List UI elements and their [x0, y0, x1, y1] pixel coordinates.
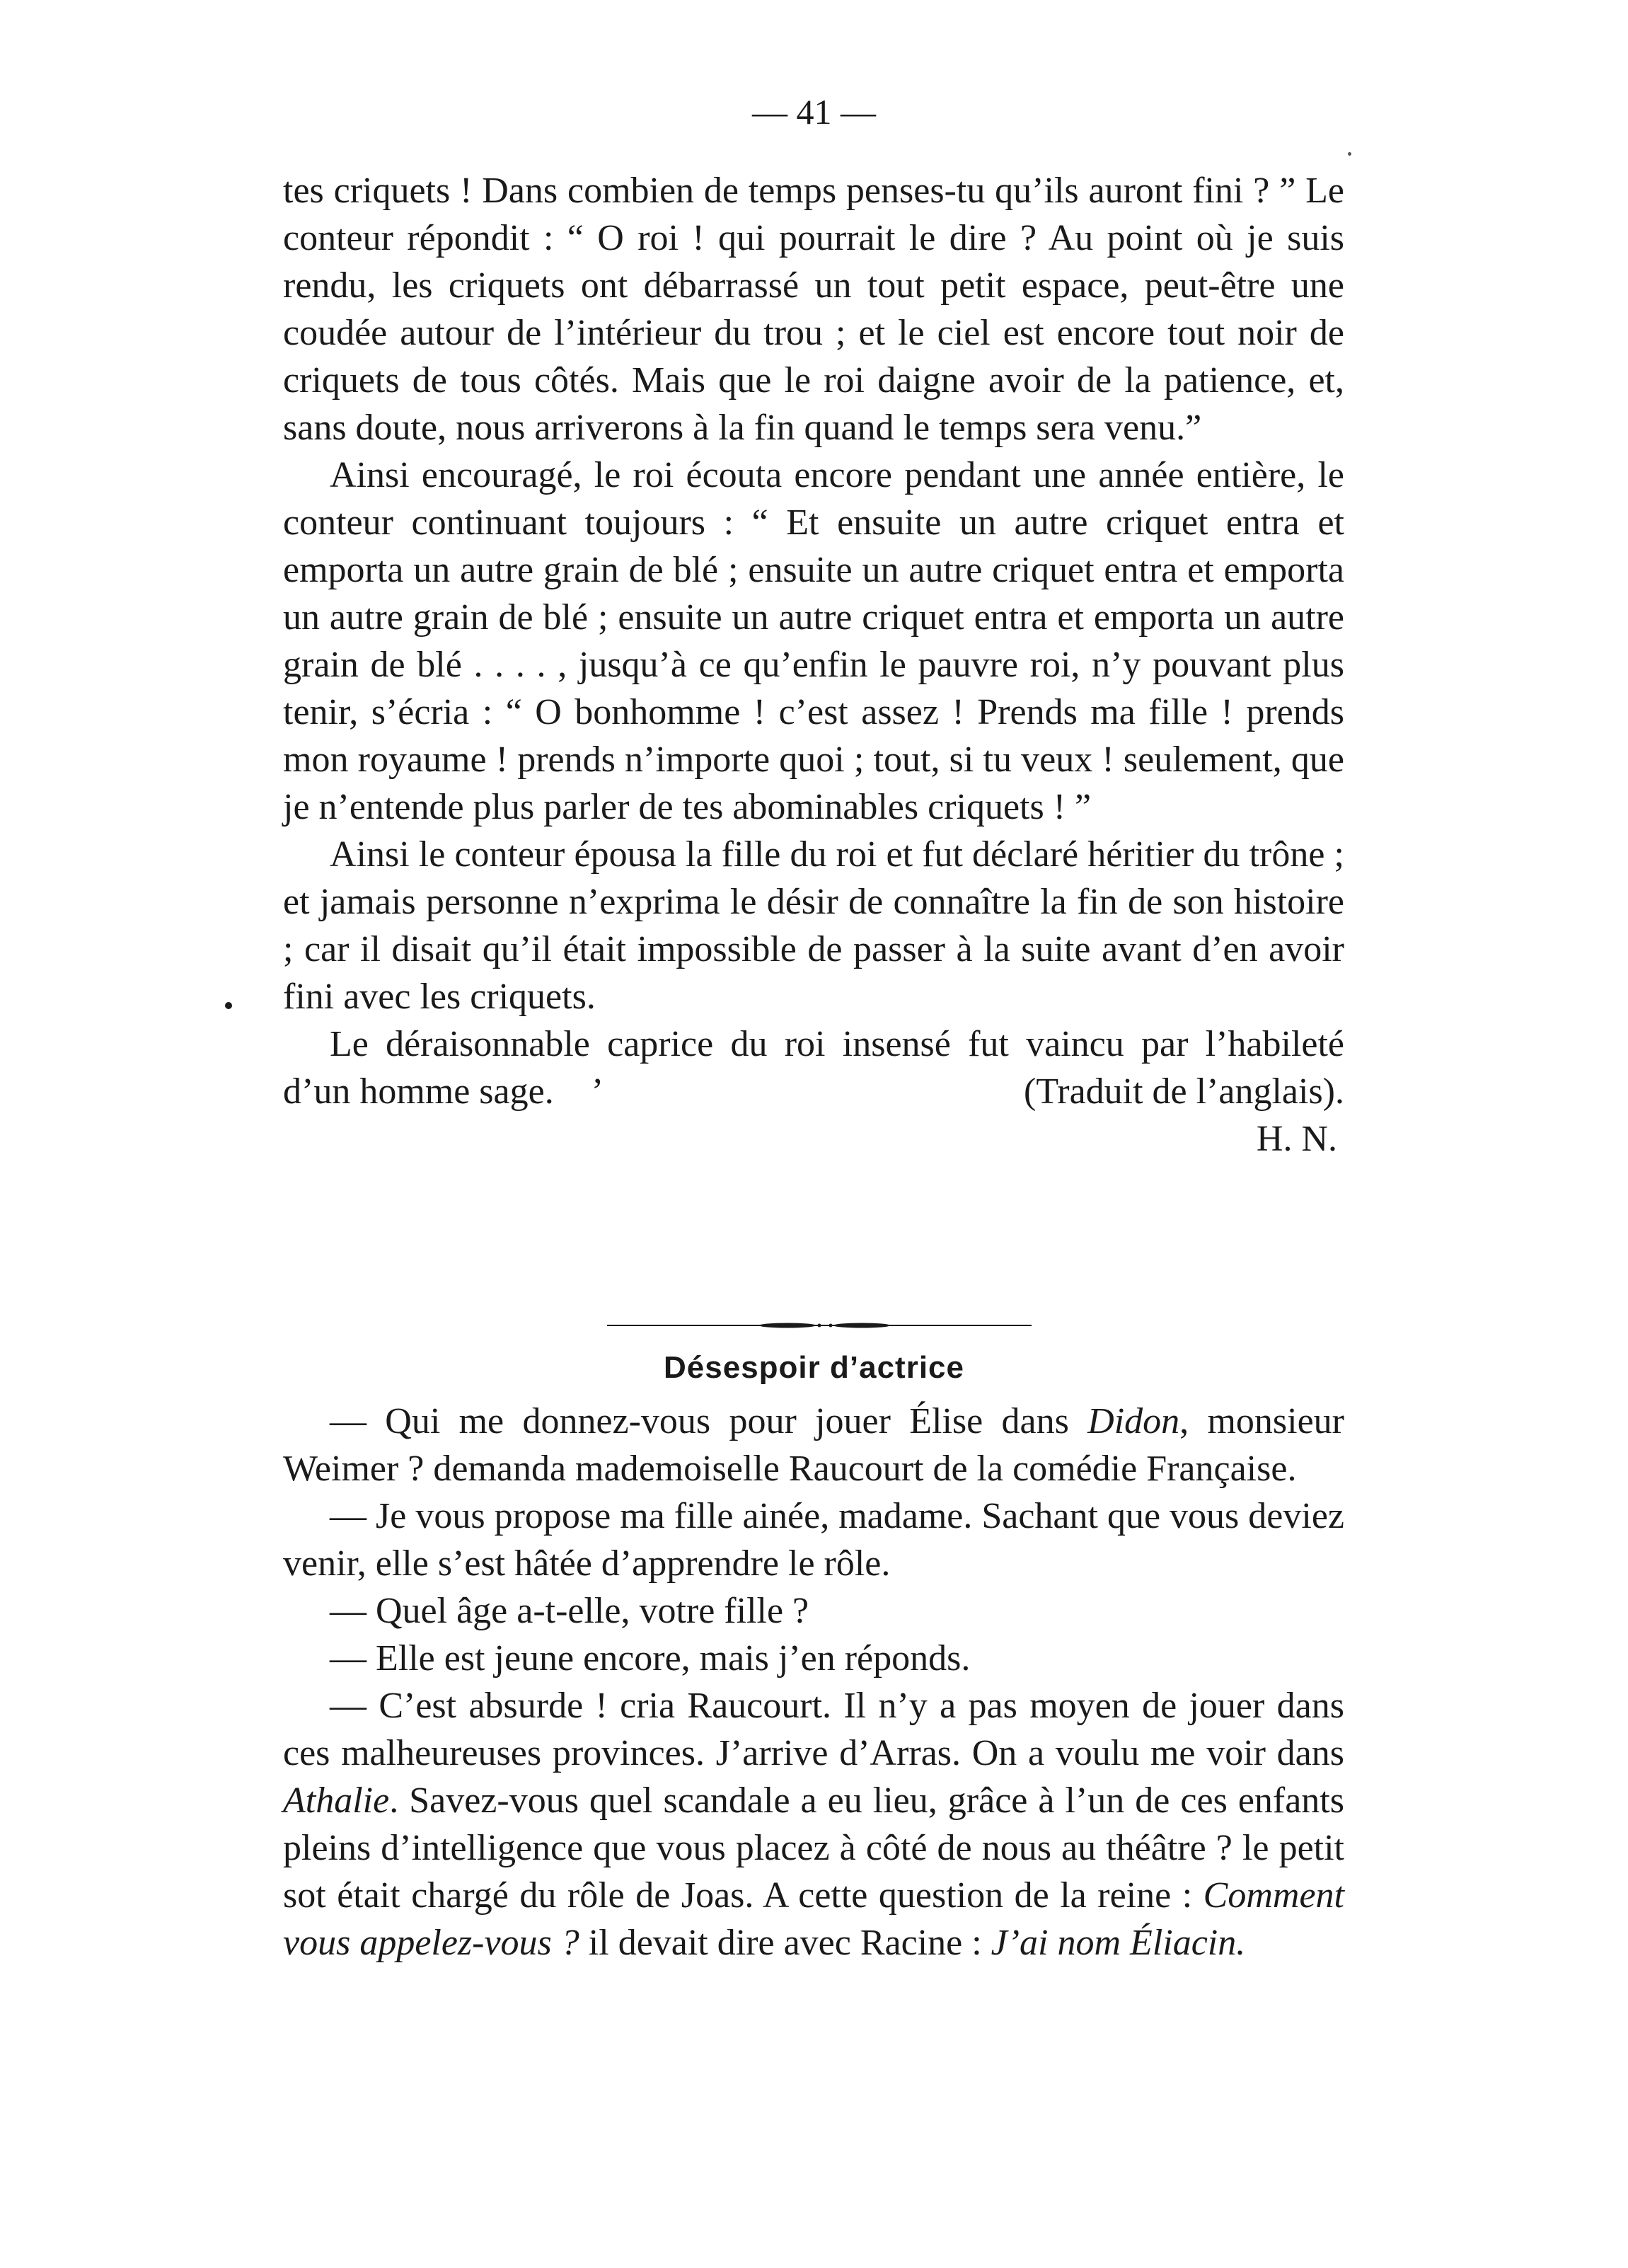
story-paragraph-1: tes criquets ! Dans combien de temps penses-tu qu’ils auront fini ? ” Le conteur répondit : “ O roi ! qui pourrait le dire ? Au point où je suis rendu, les criquets ont débarrassé un tout petit espace, peut-être une coudée autour de l’intérieur du trou ; et le ciel est encore tout noir de criquets de tous côtés. Mais que le roi daigne avoir de la patience, et, sans doute, nous arriverons à la fin quand le temps sera venu.” — [283, 171, 1344, 448]
dialogue-line-1-a: — Qui me donnez-vous pour jouer Élise dans — [330, 1401, 1088, 1441]
dialogue-line-5-b: . Savez-vous quel scandale a eu lieu, grâce à l’un de ces enfants pleins d’intelligence que vous placez à côté de nous au théâtre ? le petit sot était chargé du rôle de Joas. A cette question de la reine : — [283, 1780, 1344, 1916]
story-paragraph-3: Ainsi le conteur épousa la fille du roi et fut déclaré héritier du trône ; et jamais personne n’exprima le désir de connaître la fin de son histoire ; car il disait qu’il était impossible de passer à la suite avant d’en avoir fini avec les criquets. — [283, 834, 1344, 1017]
section-separator — [607, 1322, 1032, 1329]
dialogue-line-5-c: il devait dire avec Racine : — [579, 1923, 991, 1963]
dialogue-line-2: — Je vous propose ma fille ainée, madame. Sachant que vous deviez venir, elle s’est hâtée d’apprendre le rôle. — [283, 1496, 1344, 1584]
page-speck — [1348, 152, 1351, 156]
dialogue-line-3: — Quel âge a-t-elle, votre fille ? — [330, 1591, 809, 1631]
story-paragraph-4-text: Le déraisonnable caprice du roi insensé fut vaincu par l’habileté d’un homme sage. — [283, 1024, 1344, 1112]
dialogue-line-1 — [283, 1398, 1344, 1492]
dialogue-text — [283, 1398, 1344, 1967]
signature: H. N. — [1256, 1119, 1337, 1159]
dialogue-line-5-answer: J’ai nom Éliacin. — [991, 1923, 1246, 1963]
story-paragraph-2: Ainsi encouragé, le roi écouta encore pendant une année entière, le conteur continuant toujours : “ Et ensuite un autre criquet entra et emporta un autre grain de blé ; ensuite un autre criquet entra et emporta un autre grain de blé ; ensuite un autre criquet entra et emporta un autre grain de blé . . . . , jusqu’à ce qu’enfin le pauvre roi, n’y pouvant plus tenir, s’écria : “ O bonhomme ! c’est assez ! Prends ma fille ! prends mon royaume ! prends n’importe quoi ; tout, si tu veux ! seulement, que je n’entende plus parler de tes abominables criquets ! ” — [283, 455, 1344, 827]
story-paragraph-4 — [283, 1020, 1344, 1115]
dialogue-line-1-b: , monsieur Weimer ? demanda mademoiselle Raucourt de la comédie Française. — [283, 1401, 1344, 1489]
section-title: Désespoir d’actrice — [664, 1350, 964, 1385]
margin-dot — [225, 1002, 232, 1009]
dialogue-line-5 — [283, 1682, 1344, 1967]
story-text — [283, 167, 1344, 1163]
dialogue-line-1-title: Didon — [1087, 1401, 1180, 1441]
dialogue-line-4: — Elle est jeune encore, mais j’en réponds. — [330, 1638, 971, 1679]
story-paragraph-4-mark: ’ — [591, 1071, 604, 1112]
translation-note: (Traduit de l’anglais). — [1024, 1071, 1344, 1112]
dialogue-line-5-question: Comment vous appelez-vous ? — [283, 1875, 1344, 1963]
dialogue-line-5-title: Athalie — [283, 1780, 390, 1821]
page-number: — 41 — — [752, 92, 876, 132]
dialogue-line-5-a: — C’est absurde ! cria Raucourt. Il n’y a pas moyen de jouer dans ces malheureuses provinces. J’arrive d’Arras. On a voulu me voir dans — [283, 1686, 1344, 1773]
